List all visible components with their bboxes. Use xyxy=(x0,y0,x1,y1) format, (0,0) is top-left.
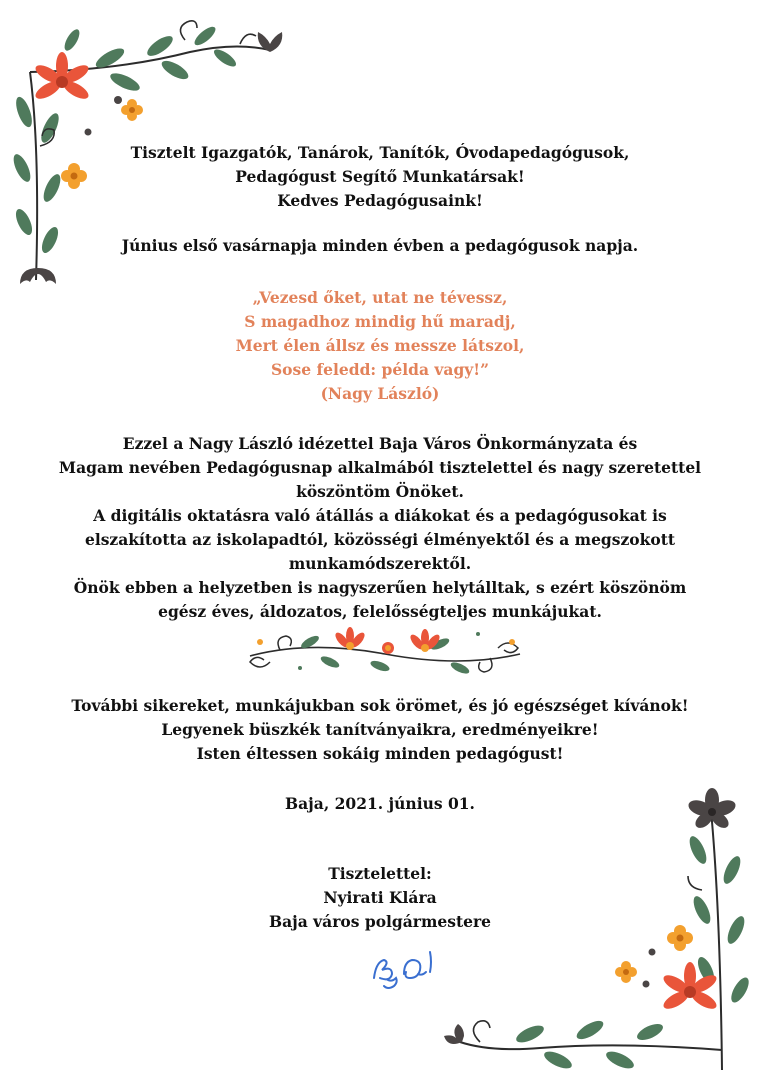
vine-horizontal xyxy=(460,1042,722,1050)
body-line: A digitális oktatásra való átállás a diákokat és a pedagógusokat is xyxy=(93,506,667,525)
body-line: munkamódszerektől. xyxy=(288,554,472,573)
poem-author: (Nagy László) xyxy=(320,384,440,403)
body-line: Ezzel a Nagy László idézettel Baja Város Önkormányzata és xyxy=(122,434,638,453)
body-line: elszakította az iskolapadtól, közösségi élményektől és a megszokott xyxy=(84,530,676,549)
date: Baja, 2021. június 01. xyxy=(285,794,475,813)
body-line: Önök ebben a helyzetben is nagyszerűen helytálltak, s ezért köszönöm xyxy=(73,578,687,597)
floral-divider xyxy=(240,620,530,680)
poem-quote xyxy=(0,286,760,406)
orange-flower-icon xyxy=(615,961,637,983)
wishes-paragraph xyxy=(0,694,760,766)
poem-line: S magadhoz mindig hű maradj, xyxy=(244,312,516,331)
poem-line: Mert élen állsz és messze látszol, xyxy=(235,336,525,355)
poem-line: Sose feledd: példa vagy!” xyxy=(270,360,490,379)
handwritten-signature xyxy=(368,948,448,992)
intro-paragraph xyxy=(0,234,760,258)
vine-vertical xyxy=(710,800,722,1070)
body-line: köszöntöm Önöket. xyxy=(296,482,464,501)
poem-line: „Vezesd őket, utat ne tévessz, xyxy=(252,288,508,307)
body-line: egész éves, áldozatos, felelősségteljes munkájukat. xyxy=(158,602,602,621)
greeting-line: Kedves Pedagógusaink! xyxy=(277,191,483,210)
wishes-line: Isten éltessen sokáig minden pedagógust! xyxy=(196,744,564,763)
wishes-line: További sikereket, munkájukban sok örömet, és jó egészséget kívánok! xyxy=(71,696,689,715)
orange-flower-icon xyxy=(121,99,143,121)
intro-line: Június első vasárnapja minden évben a pedagógusok napja. xyxy=(121,236,639,255)
dark-flower-icon xyxy=(20,268,56,284)
greeting-line: Pedagógust Segítő Munkatársak! xyxy=(235,167,525,186)
orange-flower-icon xyxy=(333,627,367,650)
dark-flower-icon xyxy=(444,1024,464,1044)
body-paragraph xyxy=(0,432,760,624)
red-flower-icon xyxy=(33,52,91,102)
wishes-line: Legyenek büszkék tanítványaikra, eredményeikre! xyxy=(161,720,599,739)
body-line: Magam nevében Pedagógusnap alkalmából tisztelettel és nagy szeretettel xyxy=(58,458,702,477)
signature-block xyxy=(0,862,760,934)
closing: Tisztelettel: xyxy=(328,864,432,883)
signer-name: Nyirati Klára xyxy=(323,888,437,907)
greeting xyxy=(0,141,760,213)
greeting-line: Tisztelt Igazgatók, Tanárok, Tanítók, Óvodapedagógusok, xyxy=(130,143,630,162)
signer-title: Baja város polgármestere xyxy=(268,912,492,931)
leaves-top xyxy=(62,24,239,94)
date-line xyxy=(0,792,760,816)
leaves-bottom xyxy=(514,1017,665,1071)
